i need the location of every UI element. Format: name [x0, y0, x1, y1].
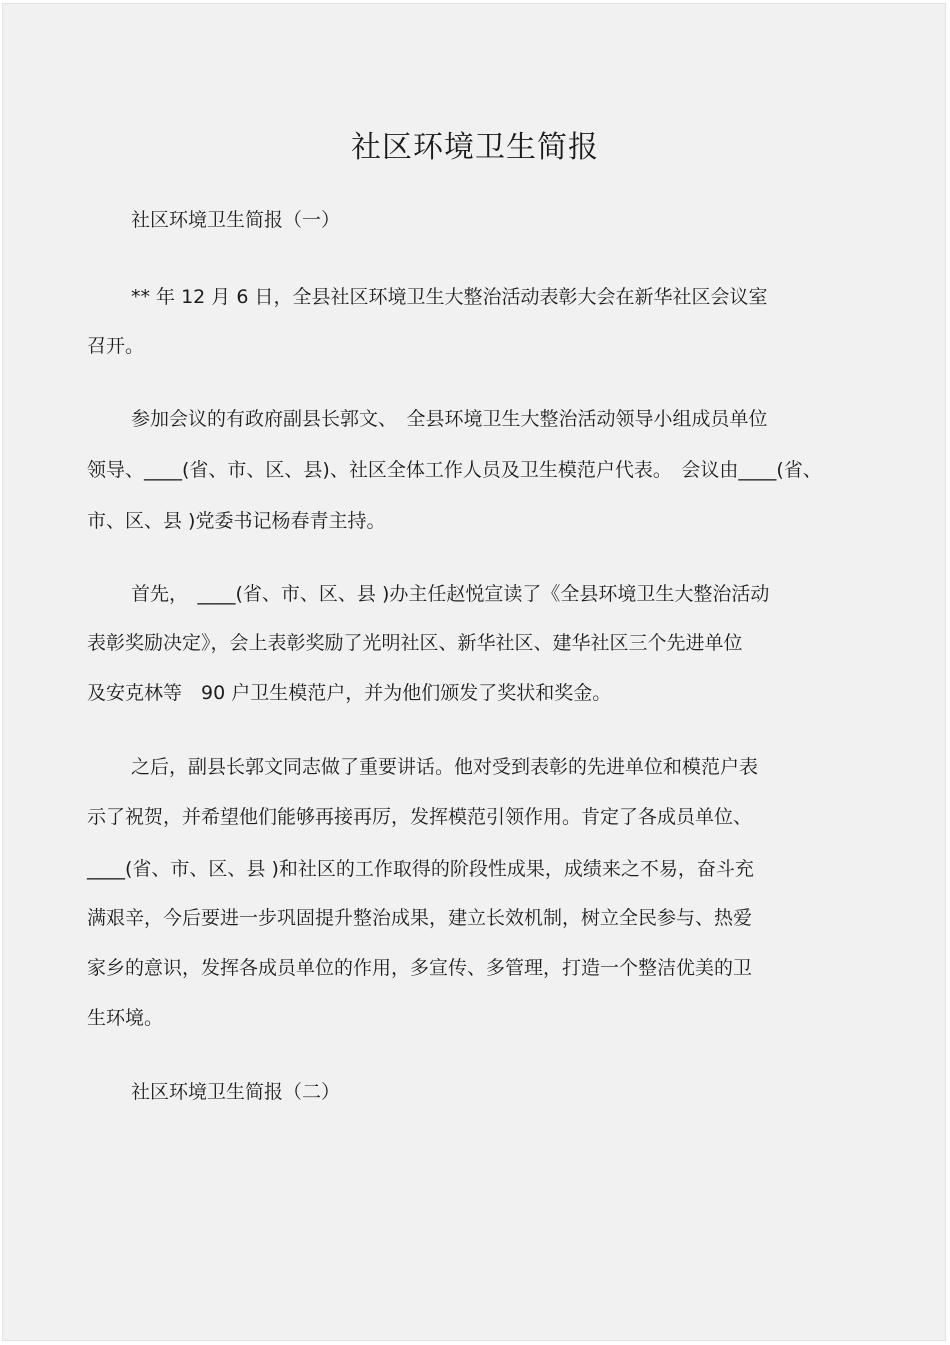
paragraph-4-line-1: 之后，副县长郭文同志做了重要讲话。他对受到表彰的先进单位和模范户表 — [131, 756, 759, 778]
paragraph-3-line-2: 表彰奖励决定》，会上表彰奖励了光明社区、新华社区、建华社区三个先进单位 — [87, 632, 743, 654]
paragraph-4-line-2: 示了祝贺，并希望他们能够再接再厉，发挥模范引领作用。肯定了各成员单位、 — [87, 806, 753, 828]
paragraph-4-line-5: 家乡的意识，发挥各成员单位的作用，多宣传、多管理，打造一个整洁优美的卫 — [87, 957, 753, 979]
paragraph-4-line-6: 生环境。 — [87, 1007, 164, 1029]
paragraph-3-line-3: 及安克林等 90 户卫生模范户，并为他们颁发了奖状和奖金。 — [87, 682, 612, 704]
paragraph-3-line-1: 首先， ____(省、市、区、县 )办主任赵悦宣读了《全县环境卫生大整治活动 — [131, 583, 770, 605]
paragraph-1-line-1: ** 年 12 月 6 日，全县社区环境卫生大整治活动表彰大会在新华社区会议室 — [131, 286, 768, 308]
paragraph-2-line-2: 领导、____(省、市、区、县)、社区全体工作人员及卫生模范户代表。 会议由____(省、 — [87, 459, 822, 481]
document-page — [2, 3, 946, 1341]
document-title: 社区环境卫生简报 — [351, 130, 599, 165]
paragraph-4-line-4: 满艰辛，今后要进一步巩固提升整治成果，建立长效机制，树立全民参与、热爱 — [87, 907, 753, 929]
paragraph-4-line-3: ____(省、市、区、县 )和社区的工作取得的阶段性成果，成绩来之不易，奋斗充 — [87, 858, 754, 880]
paragraph-2-line-3: 市、区、县 )党委书记杨春青主持。 — [87, 510, 386, 532]
section-heading-1: 社区环境卫生简报（一） — [131, 209, 341, 231]
paragraph-1-line-2: 召开。 — [87, 335, 145, 357]
paragraph-2-line-1: 参加会议的有政府副县长郭文、 全县环境卫生大整治活动领导小组成员单位 — [131, 408, 768, 430]
section-heading-2: 社区环境卫生简报（二） — [131, 1081, 341, 1103]
